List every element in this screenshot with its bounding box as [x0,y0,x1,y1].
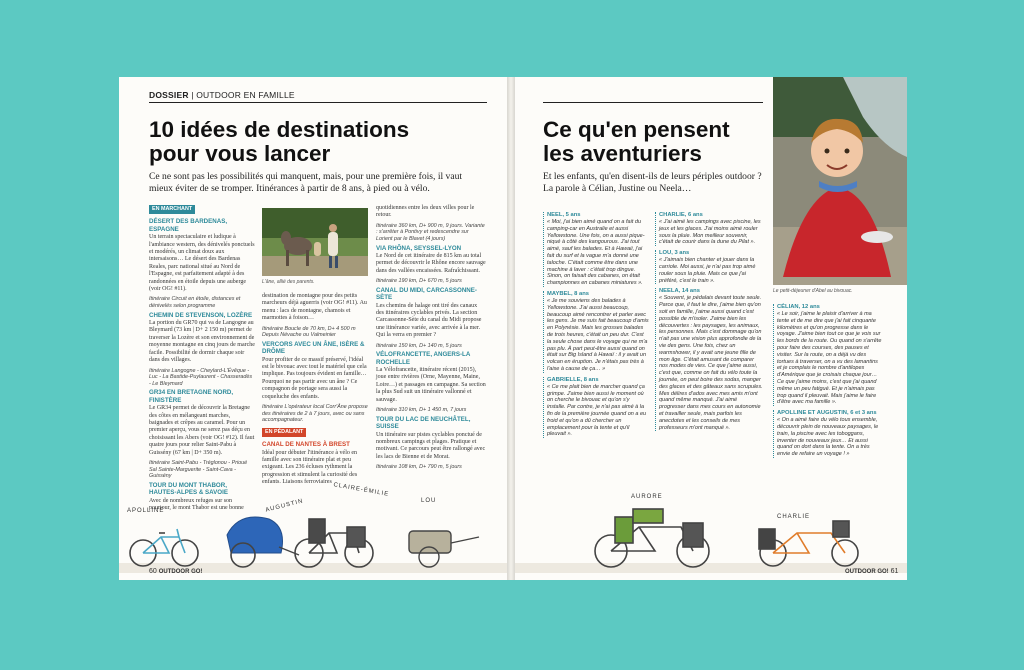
gutter [507,77,515,580]
lead: Et les enfants, qu'en disent-ils de leurs périples outdoor ? La parole à Célian, Justine ou Neela… [543,171,762,194]
bike-label: AURORE [631,494,663,500]
quote-block [543,291,649,373]
section-text: quotidiennes entre les deux villes pour le retour. [376,205,475,219]
quote-text: « Moi, j'ai bien aimé quand on a fait du camping-car en Australie et aussi Yellowstone. Une fois, on a aussi pique-niqué à côté des kangourous. J'ai tout aimé, sauf les balades. Et à Hawaii, j'ai fait du surf et la vague m'a donné une taloche. C'était comme être dans une machine à laver : c'était trop dingue. Sinon, on faisait des cabanes, on était championnes en cabanes miniatures ». [547,219,645,287]
section-text: Le GR34 permet de découvrir la Bretagne des côtes en mélangeant marches, baignades et crêpes au caramel. Pour un premier aperçu, vous ne serez pas déçu en choisissant les Abers (voir OG! #12). Il faut quatre jours pour relier Saint-Pabu à Guissény (67 km | D+ 350 m). [149,405,255,456]
quote-text: « Souvent, je pédalais devant toute seule. Parce que, il faut le dire, j'aime bien qu'on soit en famille, j'aime aussi quand c'est possible de m'isoler. J'aime bien les découvertes : les paysages, les animaux, les personnes. Mais c'est dommage qu'on n'ait pas une vision plus approfondie de la vie des gens. Une fois, chez un warmshower, il y avait une jeune fille de mon âge. C'était amusant de comparer nos modes de vies. Ce que j'aime aussi, c'est que, comme on fait du vélo toute la journée, on peut boire des sodas, manger des glaces et des gâteaux sans scrupules. Mes délires d'ados avec mes amis m'ont quand même manqué. J'ai aimé progresser dans mes cours en autonomie et travailler seule, mais parfois les anecdotes et les conseils de mes professeurs m'ont manqué ». [659,295,763,431]
folio-left: 60 OUTDOOR GO! [149,568,203,575]
child-photo [773,77,907,285]
section-title: VÉLOFRANCETTE, ANGERS-LA ROCHELLE [376,351,471,366]
quotes-column-2 [655,209,763,435]
bicycle-icon [130,529,198,566]
section-text: Idéal pour débuter l'itinérance à vélo en famille avec son itinéraire plat et peu exigeant. Les 236 écluses rythment la progression et stimulent la curiosité des enfants. Liaisons ferroviaires [262,449,358,486]
quote-author: CHARLIE, 6 ans [659,212,703,218]
quote-block [655,212,763,246]
quote-author: NEEL, 5 ans [547,212,581,218]
section-text: La Vélofrancette, itinéraire récent (2015), joue entre rivières (Orne, Mayenne, Maine, Loire…) et passages en campagne. Sa section la plus Sud suit un itinéraire vallonné et sauvage. [376,367,486,403]
section-text: Les chemins de halage ont tiré des canaux des itinéraires cyclables privés. La section Carcassonne-Sète du canal du Midi propose une itinérance variée, avec arrivée à la mer. Qui la verra en premier ? [376,302,482,339]
bike-label: AUGUSTIN [264,498,305,514]
itinerary: Itinéraire 150 km, D+ 140 m, 5 jours [376,342,462,349]
quote-author: APOLLINE ET AUGUSTIN, 6 et 3 ans [777,410,877,417]
page-title: Ce qu'en pensent les aventuriers [543,117,730,166]
itinerary: Itinéraire 360 km, D+ 900 m, 9 jours. Variante : s'arrêter à Pontivy et redescendre sur Lorient par le Blavet (4 jours) [376,222,485,242]
section-title: VIA RHÔNA, SEYSSEL-LYON [376,244,462,252]
itinerary: Itinéraire 108 km, D+ 790 m, 5 jours [376,464,462,471]
quotes-column-3 [773,301,883,462]
quote-text: « J'aimais bien chanter et jouer dans la carriole. Moi aussi, je n'ai pas trop aimé rouler sous la pluie. Mais ce que j'ai préféré, c'est le train ». [659,257,756,284]
section-title: GR34 EN BRETAGNE NORD, FINISTÈRE [149,389,234,404]
tag-walking: EN MARCHANT [149,205,195,214]
quote-block [773,410,883,458]
quotes-column-1 [543,209,649,442]
section-title: CHEMIN DE STEVENSON, LOZÈRE [149,311,253,319]
quote-block [773,304,883,406]
quote-block [543,377,649,438]
header-rule [543,102,763,103]
tag-cycling: EN PÉDALANT [262,428,306,437]
folio-right: OUTDOOR GO! 61 [845,568,899,575]
bicycle-icon [295,519,373,567]
quote-author: NEELA, 14 ans [659,288,700,295]
quote-block [655,288,763,431]
section-text: La portion du GR70 qui va de Langogne au Bleymard (73 km | D+ 2 150 m) permet de traverser la Lozère et son environnement de moyenne montagne en cinq jours de marche facile. Possibilité de dormir chaque soir dans des villages. [149,320,255,364]
photo-caption: L'âne, allié des parents. [262,279,315,285]
quote-text: « Ce me plait bien de marcher quand ça grimpe. J'aime bien aussi le moment où on cherche le bivouac et qu'on s'y installe. Par contre, je n'ai pas aimé à la fin de la première journée quand on a eu froid et qu'on a dû chercher un emplacement pour la tente et qu'il pleuvait ». [547,383,647,438]
rubric: DOSSIER | OUTDOOR EN FAMILLE [149,90,295,100]
section-text: Avec de nombreux refuges sur son pourtour, le mont Thabor est une bonne [149,497,244,511]
photo-caption: Le petit-déjeuner d'Abel au bivouac. [773,288,853,294]
itinerary: Itinéraire Circuit en étoile, distances et dénivelés selon programme [149,296,241,310]
quote-author: GABRIELLE, 8 ans [547,376,599,383]
section-title: DÉSERT DES BARDENAS, ESPAGNE [149,218,228,233]
column-1 [149,205,255,515]
quote-author: LOU, 3 ans [659,250,690,257]
left-page [119,77,507,580]
right-page [515,77,907,580]
itinerary: Itinéraire Langogne - Cheylard-L'Évêque - Luc - La Bastide-Puylaurent - Chasseradès - Le Bleymard [149,367,253,387]
section-title: TOUR DU LAC DE NEUCHÂTEL, SUISSE [376,415,471,431]
section-title: CANAL DE NANTES À BREST [262,441,350,449]
itinerary: Itinéraire 310 km, D+ 1 450 m, 7 jours [376,407,467,414]
section-text: destination de montagne pour des petits marcheurs déjà aguerris (voir OG! #11). Au menu : lacs de montagne, chamois et marmottes à foison… [262,293,367,322]
bikes-illustration-right [515,487,907,580]
column-2 [262,293,368,490]
quote-author: CÉLIAN, 12 ans [777,304,820,310]
section-text: Pour profiter de ce massif préservé, l'idéal est le bivouac avec tout le matériel que cela implique. Pas toujours évident en famille… Pourquoi ne pas partir avec un âne ? Ce compagnon de portage sera aussi la coqueluche des enfants. [262,356,367,400]
bike-label: CLAIRE-ÉMILIE [332,482,390,498]
section-text: Un terrain spectaculaire et ludique à l'ambiance western, des dénivelés ponctuels et modérés, un climat doux aux intersaisons… Le désert des Bardenas Reales, parc national situé au Nord de l'Espagne, est parfaitement adapté à des randonnées en étoile depuis une auberge (voir OG! #11). [149,234,255,293]
quote-author: MAYBEL, 8 ans [547,290,589,297]
section-title: VERCORS AVEC UN ÂNE, ISÈRE & DRÔME [262,340,365,356]
column-3 [376,205,486,471]
quote-text: « Je me souviens des balades à Yellowstone. J'ai aussi beaucoup, beaucoup aimé rencontrer et parler avec les gens. Je me suis fait beaucoup d'amis en Polynésie. Mais les grosses balades de trois heures, c'était un peu dur. C'est la seule chose dans le voyage qui ne m'a pas plu. À part peut-être aussi quand on était sur Big Island à Hawaï : il y avait un volcan en éruption. Je n'étais pas très à l'aise à cause de ça… » [547,297,649,372]
bicycle-icon [759,521,858,566]
bike-trailer-icon [409,531,479,567]
quote-block [543,212,649,287]
section-title: CANAL DU MIDI, CARCASSONNE-SÈTE [376,286,477,302]
section-text: Le Nord de cet itinéraire de 815 km au total permet de découvrir le Rhône encore sauvage dans des vallées encaissées. Rafraîchissant. [376,253,486,274]
section-title: TOUR DU MONT THABOR, HAUTES-ALPES & SAVOIE [149,481,228,497]
bike-label: CHARLIE [777,514,811,520]
donkey-photo [262,208,368,276]
lead: Ce ne sont pas les possibilités qui manquent, mais, pour une première fois, il vaut mieux éviter de se tromper. Itinérances à partir de 8 ans, à pied ou à vélo. [149,171,463,194]
itinerary: Itinéraire Boucle de 70 km, D+ 4 500 m Depuis Névache ou Valmeinier [262,325,356,339]
section-text: Un itinéraire sur pistes cyclables ponctué de nombreux campings et plages. Pratique et motivant. Ce parcours peut être rallongé avec les lacs de Bienne et de Morat. [376,431,486,460]
quote-block [655,250,763,284]
quote-text: « J'ai aimé les campings avec piscine, les jeux et les glaces. J'ai moins aimé rouler sous la pluie. Mon meilleur souvenir, c'était de courir dans la dune du Pilat ». [659,219,761,246]
itinerary: Itinéraire 190 km, D+ 670 m, 5 jours [376,278,462,285]
page-title: 10 idées de destinations pour vous lancer [149,117,410,166]
bike-trailer-icon [227,517,299,567]
itinerary: Itinéraire Saint-Pabu - Tréglonou - Prioué Sal Sainte-Marguerite - Saint-Cava - Guissény [149,459,248,480]
rubric-rule [149,102,487,103]
bike-label: APOLLINE [127,508,165,514]
bicycle-icon [595,509,709,567]
bike-label: LOU [421,498,437,504]
quote-text: « On a aimé faire du vélo tous ensemble, découvrir plein de nouveaux paysages, le train, la piscine avec les toboggans, inventer de nouveaux jeux… Et aussi quand on dort dans la tente. On a très envie de refaire un voyage ! » [777,417,879,458]
itinerary: Itinéraire L'opérateur local Corr'Âne propose des itinéraires de 2 à 7 jours, avec ou sans accompagnateur. [262,404,368,424]
quote-text: « Le soir, j'aime le plaisir d'arriver à ma tente et de me dire que j'ai fait cinquante kilomètres et qu'on progresse dans le voyage. J'aime bien tout ce que je vois sur les bords de la route. Ou quand on s'arrête pour faire des courses, des pauses et visiter. Sur la route, on a déjà vu des tortues à traverser, on a vu des lamantins et je complais le nombre d'antilopes d'Amérique que je croisais chaque jour… Ce que j'aime moins, c'est que j'ai quand même un peu fatigué. Et je n'aimais pas trop quand il pleuvait. Mais j'aime le faire d'être avec ma famille ». [777,311,882,406]
